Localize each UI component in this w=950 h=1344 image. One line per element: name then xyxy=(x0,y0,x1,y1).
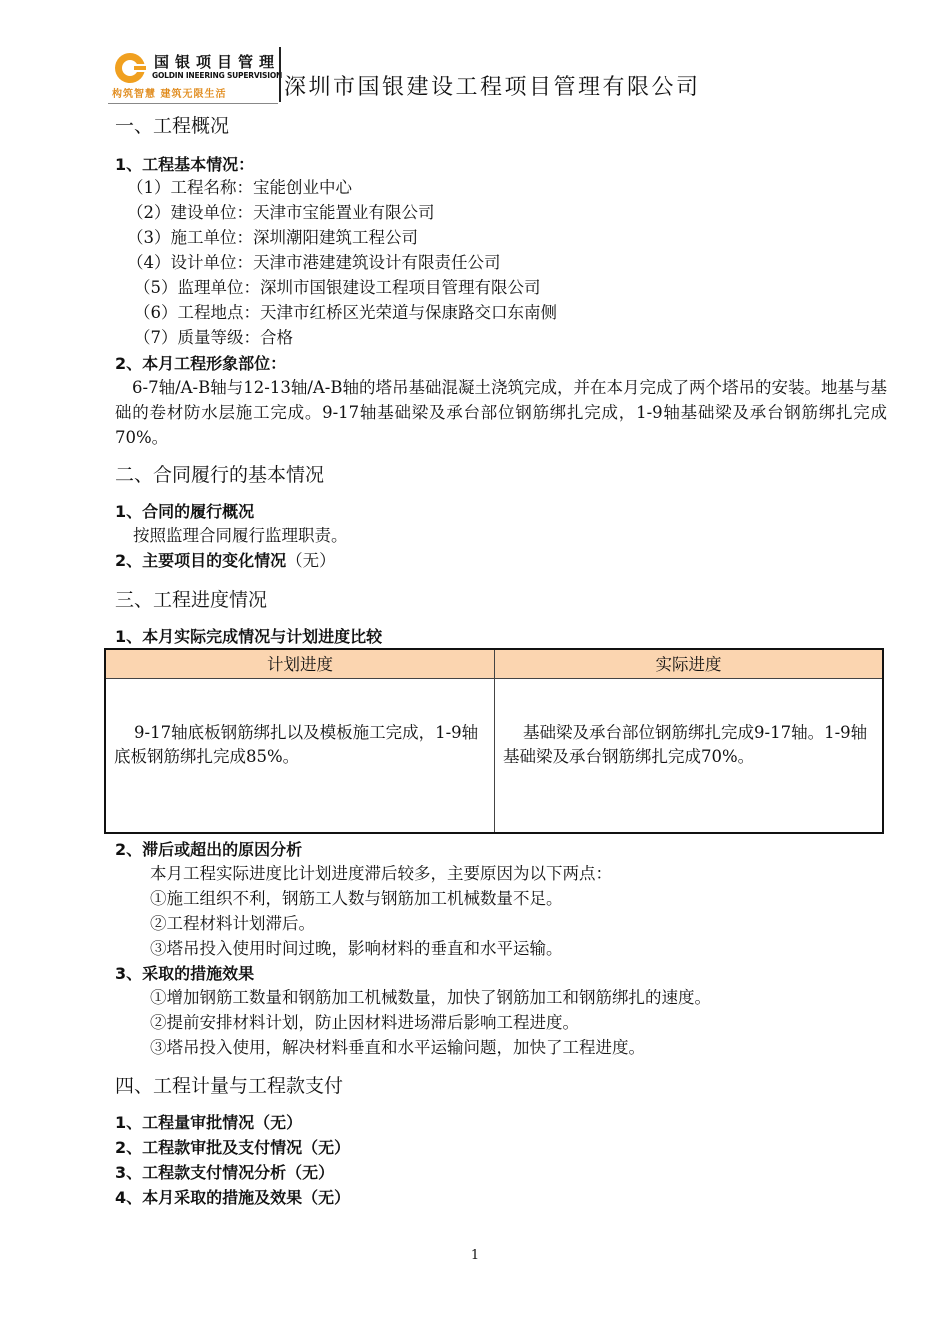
header-underline xyxy=(108,103,278,104)
project-info-item: （7）质量等级：合格 xyxy=(134,328,293,347)
measure-item: ②提前安排材料计划，防止因材料进场滞后影响工程进度。 xyxy=(150,1013,579,1032)
reason-item: ②工程材料计划滞后。 xyxy=(150,914,315,933)
payment-item: 4、本月采取的措施及效果（无） xyxy=(115,1188,351,1207)
section-4-title: 四、工程计量与工程款支付 xyxy=(115,1075,344,1097)
header-divider xyxy=(279,47,281,102)
logo-chinese-name: 国银项目管理 xyxy=(154,53,281,71)
section-2-sub-2-note: （无） xyxy=(286,551,336,570)
section-2-title: 二、合同履行的基本情况 xyxy=(115,464,325,486)
table-header-planned: 计划进度 xyxy=(106,650,495,679)
section-3-sub-1: 1、本月实际完成情况与计划进度比较 xyxy=(115,627,383,646)
section-2-sub-1: 1、合同的履行概况 xyxy=(115,502,255,521)
payment-item: 2、工程款审批及支付情况（无） xyxy=(115,1138,351,1157)
project-info-item: （3）施工单位：深圳潮阳建筑工程公司 xyxy=(127,228,418,247)
table-header-actual: 实际进度 xyxy=(495,650,882,679)
company-logo xyxy=(110,49,283,101)
table-cell-actual: 基础梁及承台部位钢筋绑扎完成9-17轴。1-9轴基础梁及承台钢筋绑扎完成70%。 xyxy=(503,723,868,766)
project-info-item: （4）设计单位：天津市港建建筑设计有限责任公司 xyxy=(127,253,501,272)
section-1-title: 一、工程概况 xyxy=(115,115,230,137)
payment-item: 3、工程款支付情况分析（无） xyxy=(115,1163,335,1182)
section-1-sub-2: 2、本月工程形象部位： xyxy=(115,354,287,373)
monthly-progress-paragraph: 6-7轴/A-B轴与12-13轴/A-B轴的塔吊基础混凝土浇筑完成，并在本月完成了两个塔吊的安装。地基与基础的卷材防水层施工完成。9-17轴基础梁及承台部位钢筋绑扎完成，1-9轴基础梁及承台钢筋绑扎完成70%。 xyxy=(115,378,887,447)
project-info-item: （1）工程名称：宝能创业中心 xyxy=(127,178,352,197)
project-info-item: （5）监理单位：深圳市国银建设工程项目管理有限公司 xyxy=(134,278,541,297)
section-2-sub-2 xyxy=(115,550,336,572)
measure-item: ③塔吊投入使用，解决材料垂直和水平运输问题，加快了工程进度。 xyxy=(150,1038,645,1057)
contract-performance-text: 按照监理合同履行监理职责。 xyxy=(133,526,348,545)
logo-slogan: 构筑智慧 建筑无限生活 xyxy=(112,89,227,100)
section-3-title: 三、工程进度情况 xyxy=(115,589,268,611)
section-3-sub-2: 2、滞后或超出的原因分析 xyxy=(115,840,303,859)
measure-item: ①增加钢筋工数量和钢筋加工机械数量，加快了钢筋加工和钢筋绑扎的速度。 xyxy=(150,988,711,1007)
section-1-sub-1: 1、工程基本情况： xyxy=(115,155,255,174)
company-name: 深圳市国银建设工程项目管理有限公司 xyxy=(284,75,701,100)
page-number: 1 xyxy=(470,1248,480,1263)
reasons-intro: 本月工程实际进度比计划进度滞后较多，主要原因为以下两点： xyxy=(150,864,612,883)
reason-item: ③塔吊投入使用时间过晚，影响材料的垂直和水平运输。 xyxy=(150,939,563,958)
progress-comparison-table xyxy=(104,648,884,834)
project-info-item: （6）工程地点：天津市红桥区光荣道与保康路交口东南侧 xyxy=(134,303,557,322)
logo-emblem-icon xyxy=(110,49,154,87)
payment-item: 1、工程量审批情况（无） xyxy=(115,1113,303,1132)
section-3-sub-3: 3、采取的措施效果 xyxy=(115,964,255,983)
logo-english-name: GOLDIN INEERING SUPERVISION xyxy=(152,71,283,80)
section-2-sub-2-label: 2、主要项目的变化情况 xyxy=(115,551,287,570)
project-info-item: （2）建设单位：天津市宝能置业有限公司 xyxy=(127,203,435,222)
reason-item: ①施工组织不利，钢筋工人数与钢筋加工机械数量不足。 xyxy=(150,889,563,908)
table-cell-planned: 9-17轴底板钢筋绑扎以及模板施工完成，1-9轴底板钢筋绑扎完成85%。 xyxy=(106,679,495,832)
